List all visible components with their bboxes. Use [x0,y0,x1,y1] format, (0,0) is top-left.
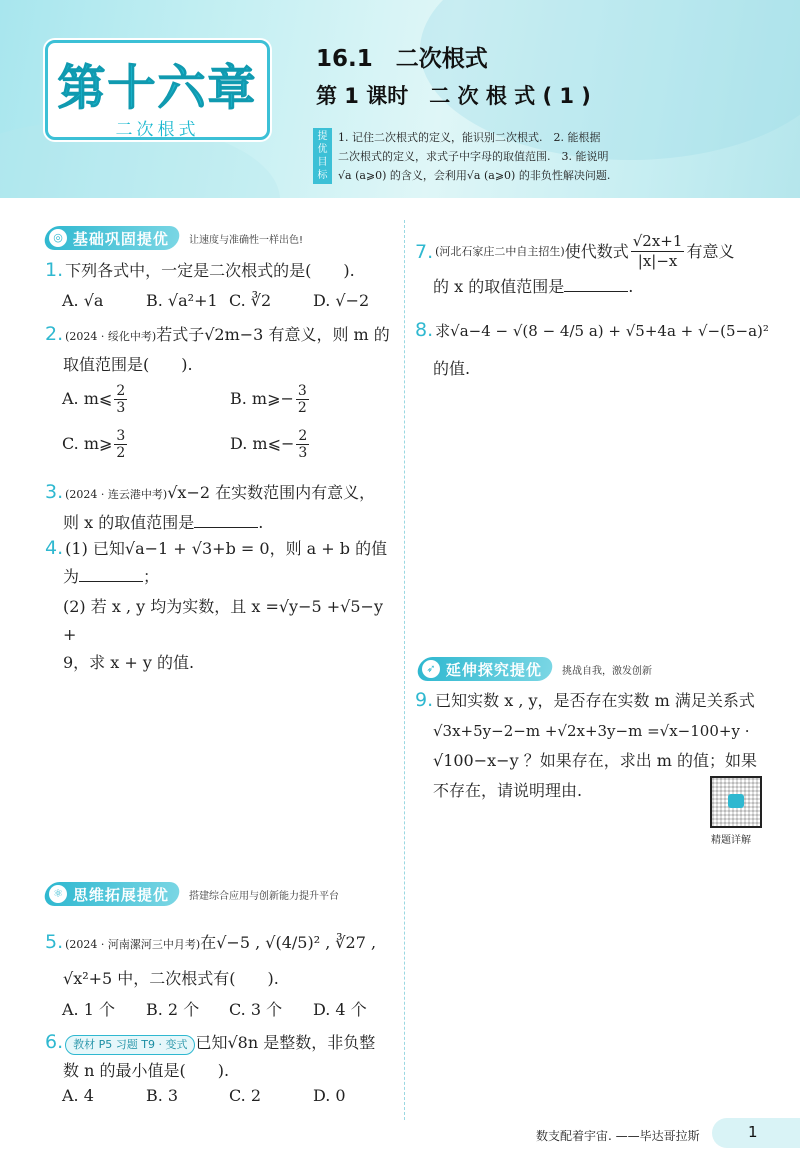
answer-blank[interactable] [79,564,143,582]
option-text: A. m⩽ [62,389,113,408]
question-number: 5. [45,931,64,953]
page-header [0,0,800,198]
question-stem-cont: √3x+5y−2−m +√2x+3y−m =√x−100+y · [433,722,750,740]
question-stem: 已知√8n 是整数，非负整 [195,1033,376,1052]
question-source: (2024 · 连云港中考) [65,488,168,501]
banner-thinking [45,882,339,906]
option-c [62,428,129,461]
option-a [62,383,129,416]
question-part-2: (2) 若 x , y 均为实数，且 x =√y−5 +√5−y + [63,597,383,644]
option-c: C. 3 个 [229,1000,283,1019]
option-a: A. 4 [62,1086,94,1105]
question-stem-cont: 数 n 的最小值是( ). [63,1061,230,1080]
learning-goals [338,128,643,185]
option-b [230,383,311,416]
denominator: |x|−x [637,252,678,270]
banner-basic [45,226,303,250]
qr-label: 精题详解 [711,835,751,846]
question-8 [415,316,790,383]
section-title: 16.1 二次根式 [316,46,488,72]
question-stem: √x−2 在实数范围内有意义， [167,483,376,502]
numerator: 3 [297,383,307,399]
banner-tagline: 让速度与准确性一样出色! [189,234,304,246]
question-part-1: (1) 已知√a−1 + √3+b = 0，则 a + b 的值 [65,539,388,558]
banner-label: 基础巩固提优 [73,229,170,248]
target-icon: ◎ [49,229,67,247]
option-b: B. 3 [146,1086,179,1105]
question-source: (河北石家庄二中自主招生) [435,244,565,258]
chapter-title: 第十六章 [57,60,258,116]
banner-extend [418,657,652,681]
option-c: C. 2 [229,1086,262,1105]
question-number: 1. [45,259,64,281]
option-c: C. ∛2 [229,291,272,310]
fraction [114,428,127,461]
question-stem: 下列各式中，一定是二次根式的是( ). [65,261,355,280]
fraction [296,428,309,461]
numerator: √2x+1 [632,232,683,250]
question-2 [45,320,400,379]
option-b: B. 2 个 [146,1000,200,1019]
column-divider [404,220,405,1120]
banner-pill [42,882,181,906]
banner-label: 思维拓展提优 [73,885,170,904]
question-7: 7. (河北石家庄二中自主招生) 使代数式 $\frac{√2x+1}{|x|-x}$ 有意义 的 x 的取值范围是 . [415,232,735,296]
page-number: 1 [748,1123,758,1141]
question-stem-cont: 取值范围是( ). [63,355,193,374]
option-d [230,428,311,461]
question-number: 4. [45,537,64,559]
question-number: 8. [415,319,434,341]
question-stem: 使代数式 [564,241,629,261]
textbook-tag: 教材 P5 习题 T9 · 变式 [65,1035,195,1055]
denominator: 2 [116,445,126,461]
question-stem: 在√−5 , √(4/5)² , ∛27 , [200,933,377,952]
question-part-2-cont: 9，求 x + y 的值. [63,653,195,672]
question-stem-cont: 的 x 的取值范围是 [433,277,565,296]
banner-label: 延伸探究提优 [446,660,543,679]
numerator: 3 [116,428,126,444]
question-number: 6. [45,1031,64,1053]
numerator: 2 [116,383,126,399]
question-3: 3. (2024 · 连云港中考)√x−2 在实数范围内有意义， 则 x 的取值范围是 . [45,481,376,532]
chapter-box [45,40,270,140]
option-a: A. √a [62,291,104,310]
option-text: C. m⩾ [62,434,113,453]
qr-code[interactable] [710,776,762,828]
question-number: 7. [415,240,434,263]
option-b: B. √a²+1 [146,291,218,310]
option-a: A. 1 个 [62,1000,115,1019]
chapter-subtitle: 二次根式 [115,120,200,140]
question-5 [45,928,400,993]
fraction [296,383,309,416]
question-number: 9. [415,689,434,711]
question-stem: 已知实数 x , y，是否存在实数 m 满足关系式 [435,691,755,710]
atom-icon: ⚛ [49,885,67,903]
banner-tagline: 搭建综合应用与创新能力提升平台 [189,890,340,902]
rocket-icon: ➶ [422,660,440,678]
question-stem-cont: √x²+5 中，二次根式有( ). [63,969,279,988]
answer-blank[interactable] [194,510,258,528]
question-4: 4. (1) 已知√a−1 + √3+b = 0，则 a + b 的值 为 ； (2) 若 x , y 均为实数，且 x =√y−5 +√5−y + 9，求 x + y 的值. [45,534,400,677]
option-d: D. 4 个 [313,1000,367,1019]
answer-blank[interactable] [564,274,628,292]
footer-quote: 数支配着宇宙. ——毕达哥拉斯 [536,1129,700,1143]
option-d: D. 0 [313,1086,346,1105]
question-stem-cont: 的值. [433,359,471,378]
question-source: (2024 · 河南漯河三中月考) [65,938,201,951]
question-stem-cont: 不存在，请说明理由. [433,781,583,800]
question-stem-cont: 有意义 [686,241,735,261]
question-number: 2. [45,323,64,345]
goal-line: √a (a⩾0) 的含义，会利用√a (a⩾0) 的非负性解决问题. [338,169,611,182]
goal-line: 二次根式的定义，求式子中字母的取值范围. 3. 能说明 [338,150,609,163]
question-6 [45,1028,400,1085]
lesson-title: 第 1 课时 二 次 根 式 ( 1 ) [316,84,591,108]
question-source: (2024 · 绥化中考) [65,330,157,343]
denominator: 3 [116,400,126,416]
fraction [114,383,127,416]
numerator: 2 [298,428,308,444]
denominator: 3 [298,445,308,461]
question-stem-cont: 则 x 的取值范围是 [63,513,195,532]
option-text: D. m⩽− [230,434,295,453]
question-stem-cont: √100−x−y ？如果存在，求出 m 的值；如果 [433,751,758,770]
banner-pill [42,226,181,250]
goal-tag: 提优目标 [313,128,332,184]
play-icon [728,794,744,808]
question-number: 3. [45,481,64,503]
option-text: B. m⩾− [230,389,294,408]
question-stem: 求√a−4 − √(8 − 4/5 a) + √5+4a + √−(5−a)² [435,322,769,340]
goal-line: 1. 记住二次根式的定义，能识别二次根式. 2. 能根据 [338,131,601,144]
banner-pill [415,657,554,681]
fraction [631,232,685,271]
question-stem-cont: 为 [63,567,80,586]
denominator: 2 [297,400,307,416]
question-stem: 若式子√2m−3 有意义，则 m 的 [156,325,390,344]
question-1 [45,256,395,285]
option-d: D. √−2 [313,291,370,310]
banner-tagline: 挑战自我，激发创新 [562,665,653,677]
